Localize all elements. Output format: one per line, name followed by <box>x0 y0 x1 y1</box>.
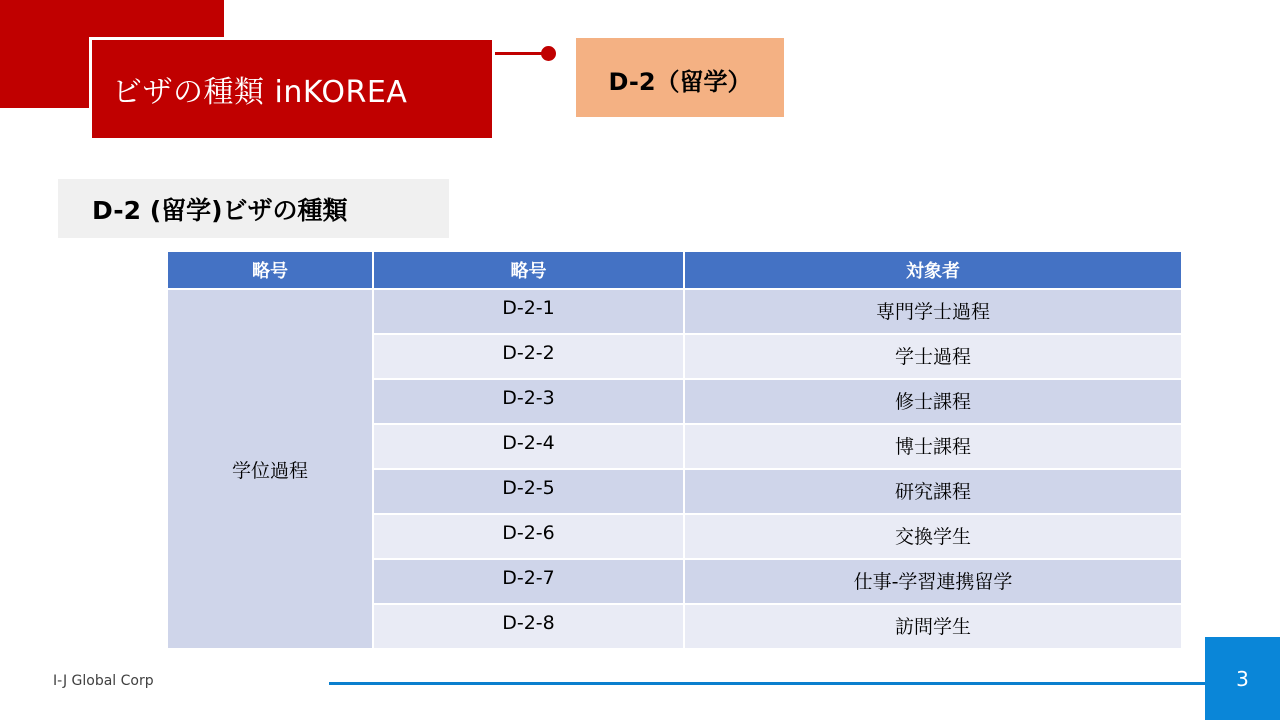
target-cell: 交換学生 <box>684 514 1182 559</box>
category-label-box <box>576 38 784 117</box>
target-cell: 訪問学生 <box>684 604 1182 649</box>
code-cell: D-2-6 <box>373 514 684 559</box>
target-cell: 仕事-学習連携留学 <box>684 559 1182 604</box>
target-cell: 修士課程 <box>684 379 1182 424</box>
footer-company-name: I-J Global Corp <box>53 673 154 689</box>
connector-dot <box>541 46 556 61</box>
target-cell: 研究課程 <box>684 469 1182 514</box>
target-cell: 専門学士過程 <box>684 289 1182 334</box>
code-cell: D-2-3 <box>373 379 684 424</box>
code-cell: D-2-8 <box>373 604 684 649</box>
code-cell: D-2-2 <box>373 334 684 379</box>
section-subtitle: D-2 (留学)ビザの種類 <box>92 195 348 225</box>
table-row <box>167 289 1182 334</box>
category-label: D-2（留学） <box>608 68 752 96</box>
slide-title-box <box>89 37 495 141</box>
target-cell: 博士課程 <box>684 424 1182 469</box>
code-cell: D-2-5 <box>373 469 684 514</box>
header-code: 略号 <box>373 251 684 289</box>
connector-line <box>495 52 547 55</box>
section-subtitle-box <box>58 179 449 238</box>
visa-types-table <box>166 250 1183 650</box>
group-cell: 学位過程 <box>167 289 373 649</box>
page-number-box <box>1205 637 1280 720</box>
header-group: 略号 <box>167 251 373 289</box>
target-cell: 学士過程 <box>684 334 1182 379</box>
header-target: 対象者 <box>684 251 1182 289</box>
code-cell: D-2-7 <box>373 559 684 604</box>
page-number: 3 <box>1236 666 1249 691</box>
footer-divider <box>329 682 1206 685</box>
code-cell: D-2-4 <box>373 424 684 469</box>
code-cell: D-2-1 <box>373 289 684 334</box>
slide-title: ビザの種類 inKOREA <box>112 75 408 110</box>
table-header-row <box>167 251 1182 289</box>
